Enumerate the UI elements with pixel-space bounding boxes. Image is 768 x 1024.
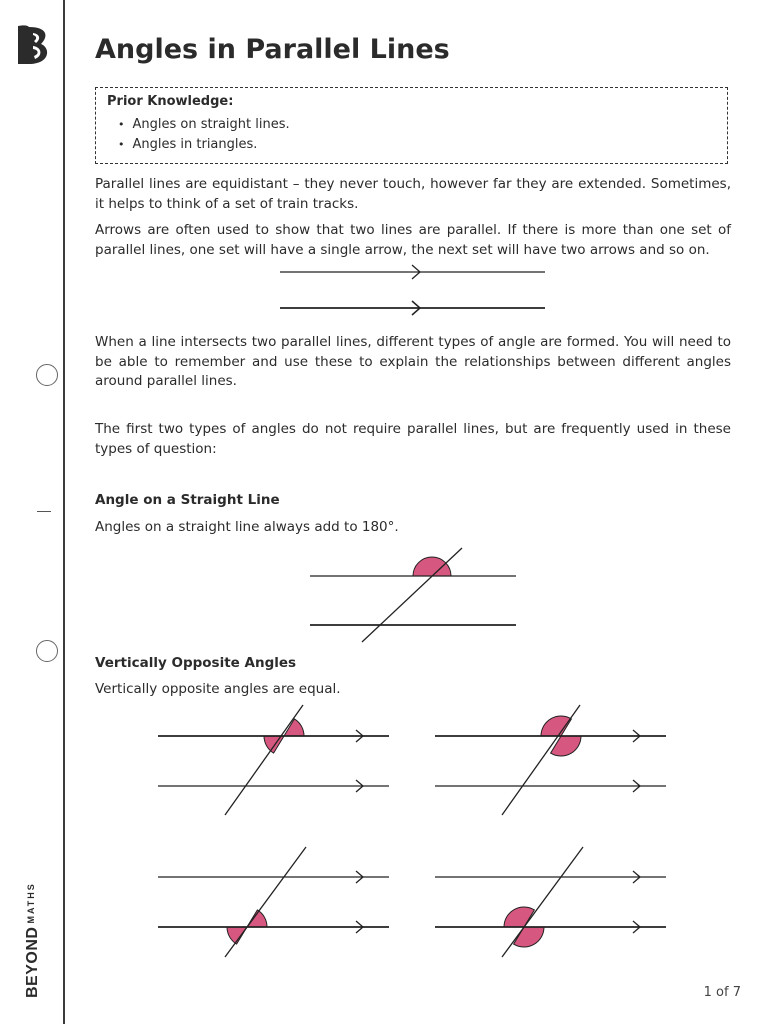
arrows-paragraph: Arrows are often used to show that two lines are parallel. If there is more than one set of parallel lines, one set will have a single arrow, the next set will have two arrows and so on. <box>95 222 731 258</box>
intersect-paragraph: When a line intersects two parallel lines, different types of angle are formed. You will need to be able to remember and use these to explain the relationships between different angles around parallel lines. <box>95 334 731 389</box>
vertical-angle-diagram-4 <box>435 845 667 960</box>
page-number: 1 of 7 <box>703 985 741 1000</box>
vertical-angle-diagram-2 <box>435 705 667 817</box>
prior-knowledge-heading: Prior Knowledge: <box>107 94 234 109</box>
vertical-angle-diagram-3 <box>158 845 390 960</box>
section-heading-vertically-opposite: Vertically Opposite Angles <box>95 655 297 671</box>
margin-rule <box>63 0 65 1024</box>
list-item: • Angles in triangles. <box>118 137 290 152</box>
fold-mark <box>37 511 51 512</box>
vertical-angle-diagram-1 <box>158 705 390 817</box>
beyond-logo-icon <box>14 24 52 66</box>
page-title: Angles in Parallel Lines <box>95 34 450 65</box>
list-item: • Angles on straight lines. <box>118 117 290 132</box>
section-heading-straight-line: Angle on a Straight Line <box>95 492 280 508</box>
section-text-straight-line: Angles on a straight line always add to 180°. <box>95 519 399 535</box>
intro-paragraph: Parallel lines are equidistant – they never touch, however far they are extended. Sometimes, it helps to think of a set of train tracks. <box>95 176 731 212</box>
prior-knowledge-box <box>95 87 728 164</box>
parallel-arrows-diagram <box>280 262 546 316</box>
punch-hole-upper <box>36 364 58 386</box>
brand-word: BEYOND <box>24 926 41 998</box>
types-paragraph: The first two types of angles do not require parallel lines, but are frequently used in these types of question: <box>95 421 731 457</box>
prior-knowledge-list <box>118 117 290 157</box>
brand-sub: MATHS <box>26 882 36 924</box>
brand-wordmark <box>24 882 42 998</box>
section-text-vertically-opposite: Vertically opposite angles are equal. <box>95 681 341 697</box>
straight-line-angle-diagram <box>310 545 516 645</box>
punch-hole-lower <box>36 640 58 662</box>
